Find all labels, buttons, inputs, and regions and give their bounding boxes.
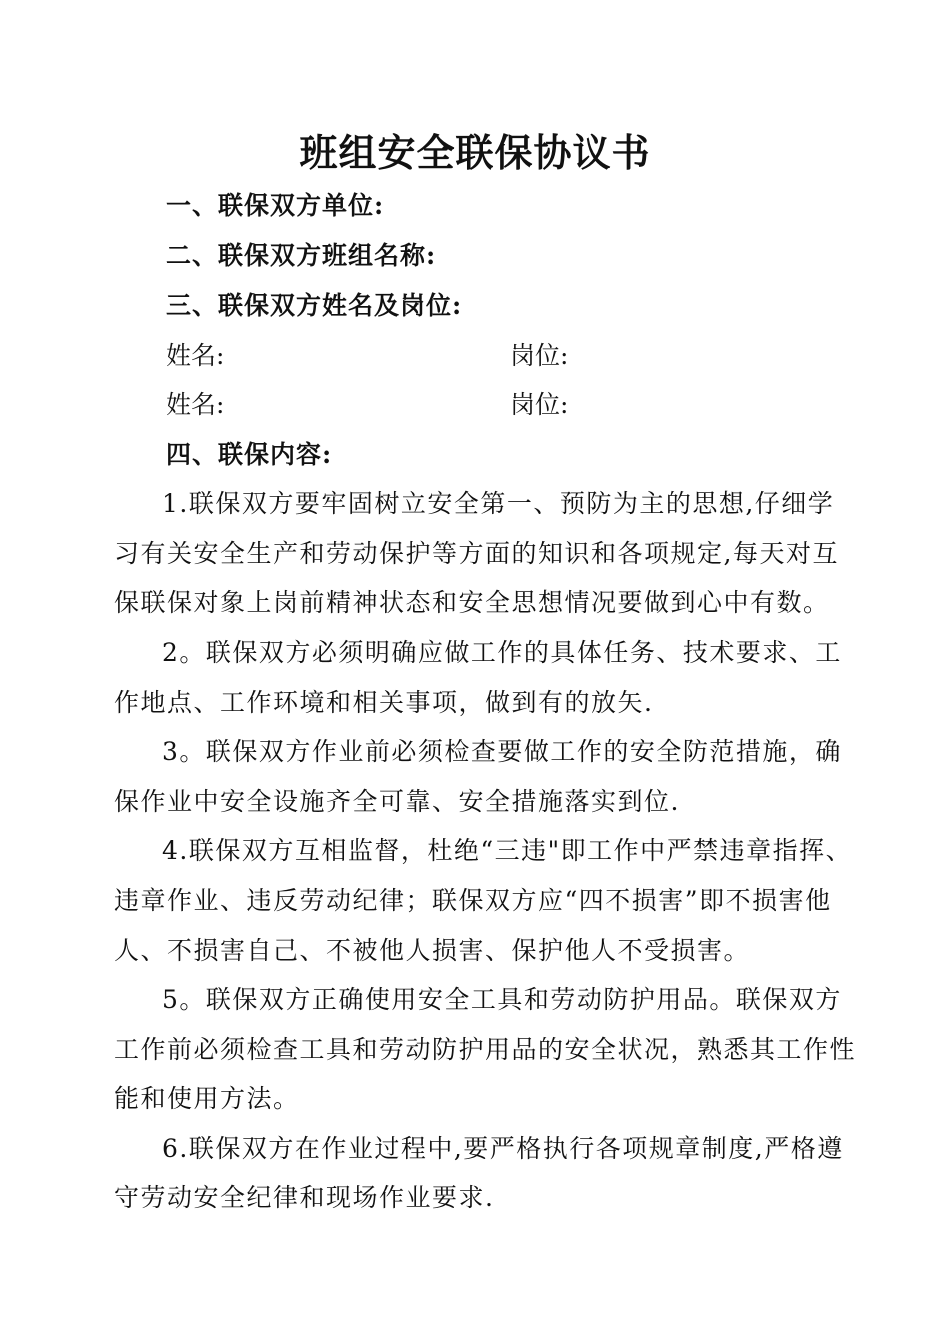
paragraph-2-line-2: 作地点、工作环境和相关事项，做到有的放矢. [114, 688, 654, 717]
paragraph-4-line-3: 人、不损害自己、不被他人损害、保护他人不受损害。 [114, 936, 751, 965]
paragraph-6-line-1: 6.联保双方在作业过程中,要严格执行各项规章制度,严格遵 [162, 1134, 844, 1163]
paragraph-5-line-1: 5。联保双方正确使用安全工具和劳动防护用品。联保双方 [162, 985, 842, 1014]
document-title: 班组安全联保协议书 [299, 130, 651, 175]
paragraph-1-line-1: 1.联保双方要牢固树立安全第一、预防为主的思想,仔细学 [162, 489, 835, 518]
name-field-label-1: 姓名: [166, 341, 225, 370]
paragraph-1-line-3: 保联保对象上岗前精神状态和安全思想情况要做到心中有数。 [114, 588, 830, 617]
paragraph-2-line-1: 2。联保双方必须明确应做工作的具体任务、技术要求、工 [162, 638, 842, 667]
section-heading-content: 四、联保内容: [166, 440, 333, 469]
section-heading-names-posts: 三、联保双方姓名及岗位: [166, 291, 463, 320]
paragraph-1-line-2: 习有关安全生产和劳动保护等方面的知识和各项规定,每天对互 [114, 539, 839, 568]
post-field-label-2: 岗位: [510, 390, 569, 419]
post-field-label-1: 岗位: [510, 341, 569, 370]
paragraph-6-line-2: 守劳动安全纪律和现场作业要求. [114, 1183, 495, 1212]
paragraph-4-line-1: 4.联保双方互相监督，杜绝“三违"即工作中严禁违章指挥、 [162, 836, 853, 865]
paragraph-4-line-2: 违章作业、违反劳动纪律；联保双方应“四不损害”即不损害他 [114, 886, 832, 915]
paragraph-3-line-2: 保作业中安全设施齐全可靠、安全措施落实到位. [114, 787, 680, 816]
paragraph-3-line-1: 3。联保双方作业前必须检查要做工作的安全防范措施，确 [162, 737, 842, 766]
paragraph-5-line-3: 能和使用方法。 [114, 1084, 300, 1113]
name-field-label-2: 姓名: [166, 390, 225, 419]
section-heading-units: 一、联保双方单位: [166, 191, 385, 220]
section-heading-team-name: 二、联保双方班组名称: [166, 241, 437, 270]
paragraph-5-line-2: 工作前必须检查工具和劳动防护用品的安全状况，熟悉其工作性 [114, 1035, 857, 1064]
